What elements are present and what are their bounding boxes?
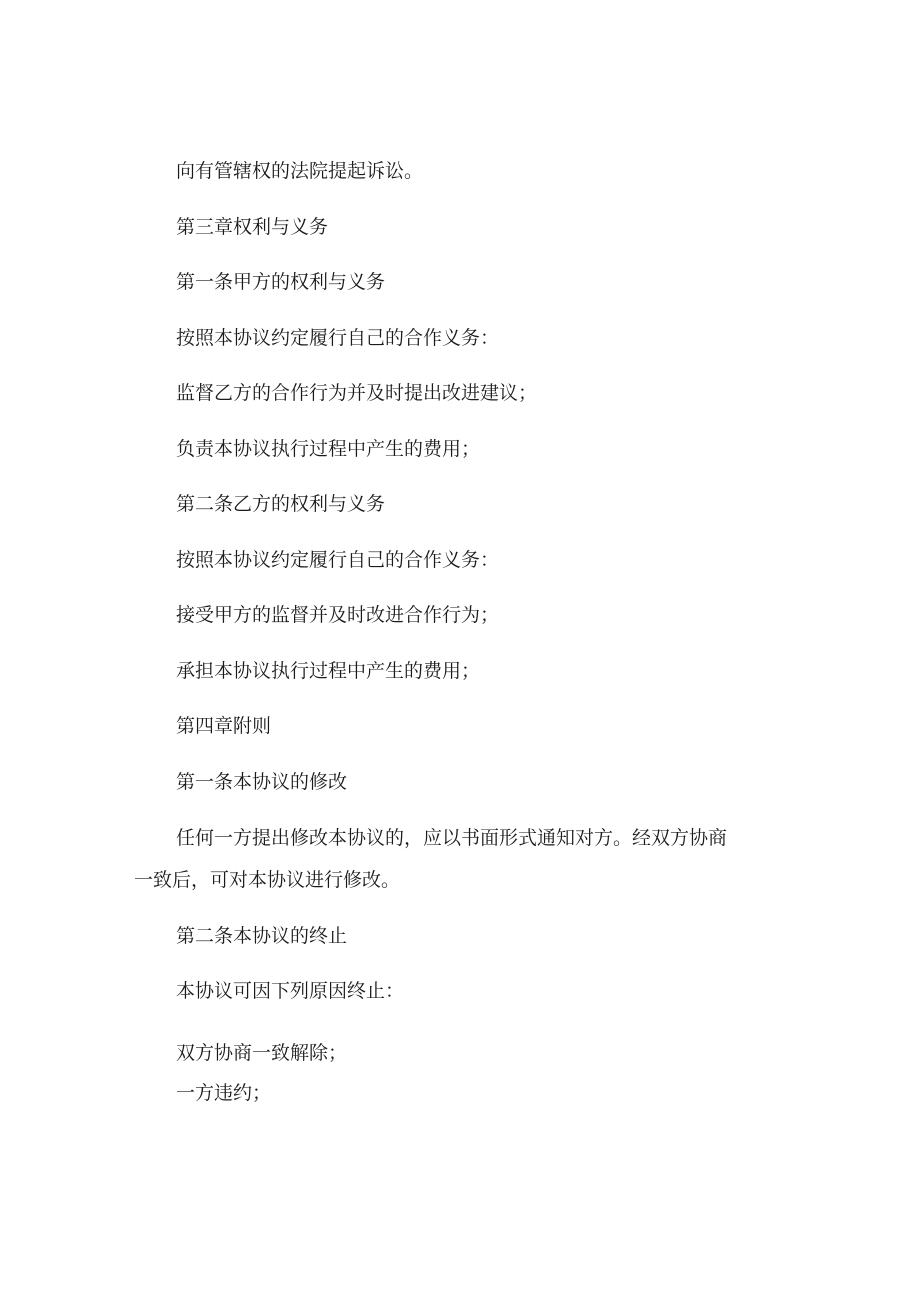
party-a-duty-3: 负责本协议执行过程中产生的费用； bbox=[176, 438, 481, 460]
article-party-a-heading: 第一条甲方的权利与义务 bbox=[176, 271, 386, 293]
article-party-b-heading: 第二条乙方的权利与义务 bbox=[176, 493, 386, 515]
chapter-three-heading: 第三章权利与义务 bbox=[176, 216, 329, 238]
party-b-duty-2: 接受甲方的监督并及时改进合作行为； bbox=[176, 604, 500, 626]
paragraph-litigation: 向有管辖权的法院提起诉讼。 bbox=[176, 160, 424, 182]
termination-intro: 本协议可因下列原因终止： bbox=[176, 980, 405, 1002]
amendment-text-line-2: 一致后，可对本协议进行修改。 bbox=[134, 869, 401, 891]
termination-reason-2: 一方违约； bbox=[176, 1082, 272, 1104]
party-a-duty-2: 监督乙方的合作行为并及时提出改进建议； bbox=[176, 382, 538, 404]
party-a-duty-1: 按照本协议约定履行自己的合作义务： bbox=[176, 327, 500, 349]
article-termination-heading: 第二条本协议的终止 bbox=[176, 925, 348, 947]
party-b-duty-1: 按照本协议约定履行自己的合作义务： bbox=[176, 549, 500, 571]
party-b-duty-3: 承担本协议执行过程中产生的费用； bbox=[176, 660, 481, 682]
termination-reason-1: 双方协商一致解除； bbox=[176, 1042, 348, 1064]
article-amendment-heading: 第一条本协议的修改 bbox=[176, 771, 348, 793]
chapter-four-heading: 第四章附则 bbox=[176, 715, 272, 737]
amendment-text-line-1: 任何一方提出修改本协议的，应以书面形式通知对方。经双方协商 bbox=[176, 827, 728, 849]
